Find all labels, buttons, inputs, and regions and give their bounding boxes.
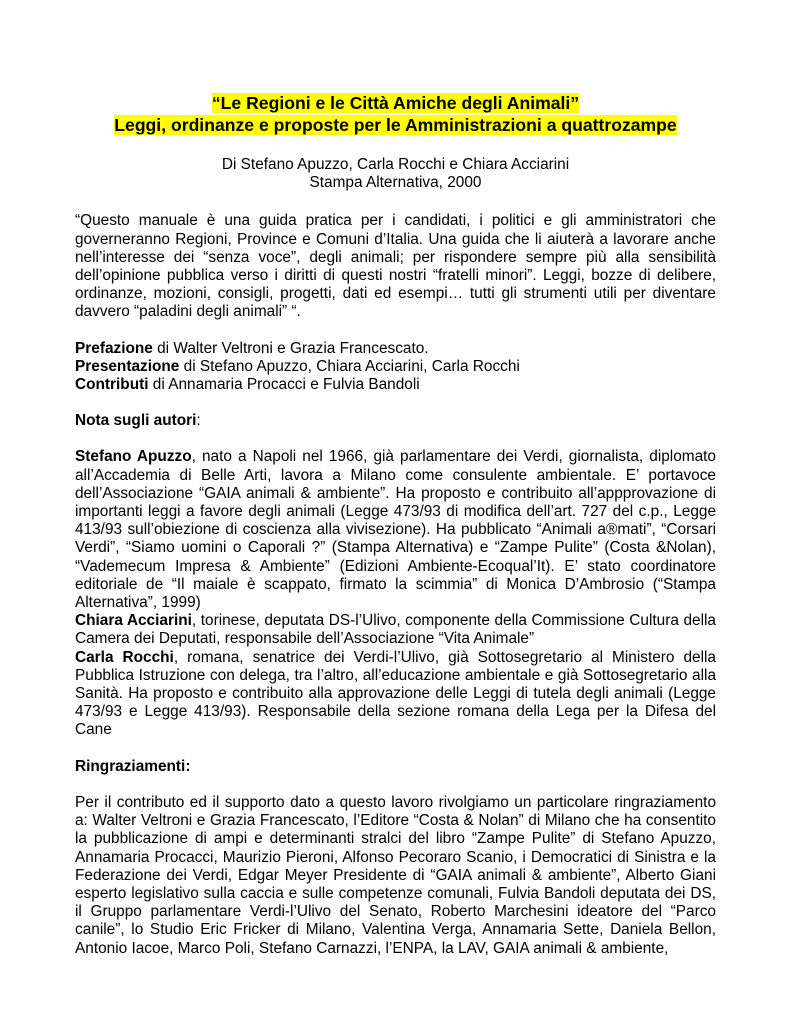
thanks-heading-label: Ringraziamenti: <box>75 757 191 775</box>
thanks-paragraph: Per il contributo ed il supporto dato a questo lavoro rivolgiamo un particolare ringraziamento a: Walter Veltroni e Grazia Francescato, l’Editore “Costa & Nolan” di Milano che ha consentito la pubblicazione di ampi e determinanti stralci del libro “Zampe Pulite” di Stefano Apuzzo, Annamaria Procacci, Maurizio Pieroni, Alfonso Pecoraro Scanio, i Democratici di Sinistra e la Federazione dei Verdi, Edgar Meyer Presidente di “GAIA animali & ambiente”, Alberto Giani esperto legislativo sulla caccia e sulle competenze comunali, Fulvia Bandoli deputata dei DS, il Gruppo parlamentare Verdi-l’Ulivo del Senato, Roberto Marchesini ideatore del “Parco canile”, lo Studio Eric Fricker di Milano, Valentina Verga, Annamaria Sette, Daniela Bellon, Antonio Iacoe, Marco Poli, Stefano Carnazzi, l’ENPA, la LAV, GAIA animali & ambiente, <box>75 793 716 957</box>
credits-block <box>75 340 716 395</box>
credit-text: di Walter Veltroni e Grazia Francescato. <box>152 339 429 357</box>
authors-heading-suffix: : <box>196 412 201 430</box>
author-bio: , nato a Napoli nel 1966, già parlamentare dei Verdi, giornalista, diplomato all’Accademia di Belle Arti, lavora a Milano come consulente ambientale. E’ portavoce dell’Associazione “GAIA animali & ambiente”. Ha proposto e contribuito all’appprovazione di importanti leggi a favore degli animali (Legge 473/93 di modifica dell’art. 727 del c.p., Legge 413/93 sull’obiezione di coscienza alla vivisezione). Ha pubblicato “Animali a®mati”, “Corsari Verdi”, “Siamo uomini o Caporali ?” (Stampa Alternativa) e “Zampe Pulite” (Costa &Nolan), “Vademecum Impresa & Ambiente” (Edizioni Ambiente-Ecoqual’It). E’ stato coordinatore editoriale de “Il maiale è scappato, firmato la scimmia” di Monica D’Ambrosio (“Stampa Alternativa”, 1999) <box>75 448 716 612</box>
author-name: Chiara Acciarini <box>75 612 192 630</box>
title-line-1: “Le Regioni e le Città Amiche degli Animali” <box>211 93 580 113</box>
author-entry <box>75 448 716 612</box>
author-bio: , torinese, deputata DS-l’Ulivo, componente della Commissione Cultura della Camera dei Deputati, responsabile dell’Associazione “Vita Animale” <box>75 612 716 648</box>
author-entry <box>75 612 716 648</box>
document-title <box>75 92 716 136</box>
credit-label: Contributi <box>75 376 149 394</box>
credit-line <box>75 376 716 394</box>
byline-authors: Di Stefano Apuzzo, Carla Rocchi e Chiara Acciarini <box>221 156 570 173</box>
credit-label: Presentazione <box>75 357 180 375</box>
authors-heading <box>75 412 716 430</box>
credit-text: di Stefano Apuzzo, Chiara Acciarini, Carla Rocchi <box>179 357 520 375</box>
byline <box>75 156 716 192</box>
author-entry <box>75 649 716 740</box>
thanks-heading <box>75 758 716 776</box>
author-bio: , romana, senatrice dei Verdi-l’Ulivo, già Sottosegretario al Ministero della Pubblica Istruzione con delega, tra l’altro, all’educazione ambientale e già Sottosegretario alla Sanità. Ha proposto e contribuito alla approvazione delle Leggi di tutela degli animali (Legge 473/93 e Legge 413/93). Responsabile della sezione romana della Lega per la Difesa del Cane <box>75 648 716 739</box>
document-page <box>75 92 716 958</box>
credit-text: di Annamaria Procacci e Fulvia Bandoli <box>148 376 420 394</box>
credit-label: Prefazione <box>75 339 153 357</box>
authors-heading-label: Nota sugli autori <box>75 412 197 430</box>
authors-block <box>75 448 716 739</box>
author-name: Carla Rocchi <box>75 648 174 666</box>
byline-publisher: Stampa Alternativa, 2000 <box>309 174 482 192</box>
credit-line <box>75 358 716 376</box>
intro-paragraph: “Questo manuale è una guida pratica per i candidati, i politici e gli amministratori che governeranno Regioni, Province e Comuni d’Italia. Una guida che li aiuterà a lavorare anche nell’interesse dei “senza voce”, degli animali; per rispondere sempre più alla sensibilità dell’opinione pubblica verso i diritti di questi nostri “fratelli minori”. Leggi, bozze di delibere, ordinanze, mozioni, consigli, progetti, dati ed esempi… tutti gli strumenti utili per diventare davvero “paladini degli animali” “. <box>75 212 716 321</box>
title-line-2: Leggi, ordinanze e proposte per le Amministrazioni a quattrozampe <box>114 115 677 135</box>
author-name: Stefano Apuzzo <box>75 448 192 466</box>
credit-line <box>75 340 716 358</box>
